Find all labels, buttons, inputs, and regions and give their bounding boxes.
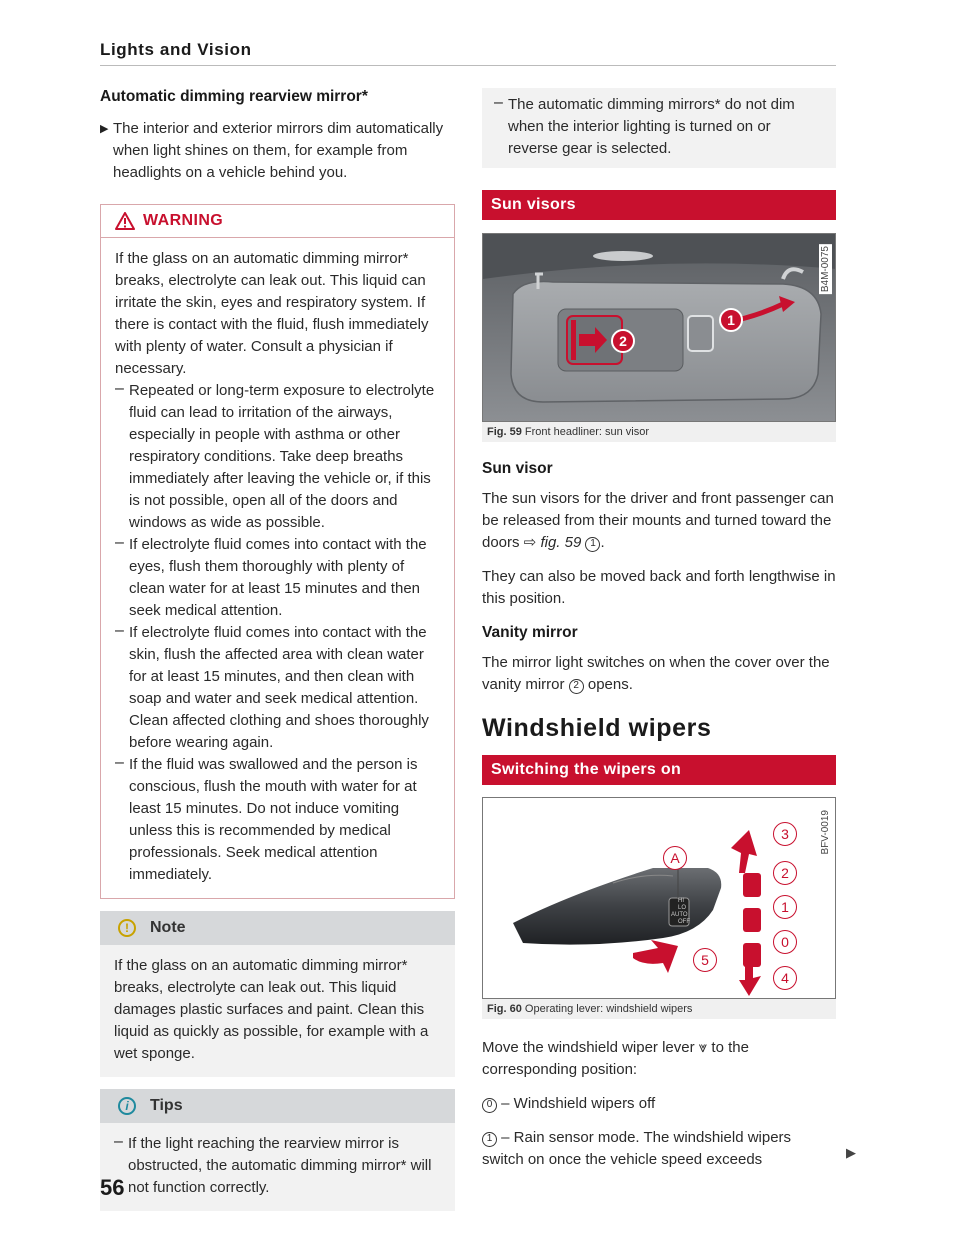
- sun-visor-paragraph: The sun visors for the driver and front passenger can be released from their mounts and turned toward the doors ⇨ fig. 59 1 .: [482, 490, 834, 551]
- note-text: If the glass on an automatic dimming mirror* breaks, electrolyte can leak out. This liquid damages plastic surfaces and paint. Clean this liquid as quickly as possible, for example with a wet sponge.: [114, 957, 429, 1062]
- tips-label: Tips: [150, 1097, 183, 1114]
- fig60-caption: Fig. 60 Operating lever: windshield wipers: [482, 999, 836, 1019]
- note-header: [100, 911, 455, 945]
- warning-item: – Repeated or long-term exposure to electrolyte fluid can lead to irritation of the airways, especially in people with asthma or other respiratory conditions. Take deep breaths immediately after leaving the vehicle or, if this is not possible, open all of the doors and windows as wide as possible.: [115, 380, 435, 531]
- note-body: [100, 945, 455, 1077]
- mirror-dim-note: – The automatic dimming mirrors* do not dim when the interior lighting is turned on or reverse gear is selected.: [482, 88, 836, 168]
- sun-visor-figure: [482, 233, 836, 422]
- wipers-heading: Windshield wipers: [482, 714, 712, 742]
- svg-text:OFF: OFF: [678, 919, 690, 925]
- continued-arrow-icon: ▶: [846, 1145, 856, 1160]
- callout-0: 0: [773, 930, 797, 954]
- sun-visor-heading: Sun visor: [482, 460, 553, 477]
- callout-2: 2: [611, 329, 635, 353]
- vanity-heading: Vanity mirror: [482, 624, 578, 641]
- callout-2: 2: [773, 861, 797, 885]
- callout-1: 1: [773, 895, 797, 919]
- tips-body: [100, 1123, 455, 1211]
- note-label: Note: [150, 919, 186, 936]
- warning-item: – If electrolyte fluid comes into contact with the skin, flush the affected area with clean water for at least 15 minutes, and then clean with soap and water and seek medical attention. Clean affected clothing and shoes thoroughly before wearing again.: [115, 622, 429, 751]
- position-1-item: 1 – Rain sensor mode. The windshield wipers switch on once the vehicle speed exceeds: [482, 1129, 792, 1168]
- warning-triangle-icon: [115, 212, 135, 230]
- header-divider: [100, 65, 836, 66]
- mirror-heading: Automatic dimming rearview mirror*: [100, 88, 368, 105]
- warning-header: [101, 205, 454, 238]
- left-column: [100, 88, 455, 1211]
- bullet-arrow-icon: ▶: [100, 123, 109, 135]
- svg-text:HI: HI: [678, 898, 684, 904]
- callout-5: 5: [693, 948, 717, 972]
- sun-visor-illustration: [483, 234, 836, 421]
- vanity-paragraph: The mirror light switches on when the cover over the vanity mirror 2 opens.: [482, 654, 830, 693]
- tips-header: [100, 1089, 455, 1123]
- right-column: [482, 88, 836, 1171]
- info-icon: i: [118, 1097, 136, 1115]
- warning-label: WARNING: [143, 212, 224, 229]
- sun-visor-paragraph-2: They can also be moved back and forth lengthwise in this position.: [482, 568, 836, 607]
- fig-reference-link[interactable]: ⇨ fig. 59: [523, 534, 582, 551]
- switching-wipers-bar: Switching the wipers on: [482, 755, 836, 785]
- position-0-item: 0 – Windshield wipers off: [482, 1093, 836, 1115]
- svg-text:LO: LO: [678, 905, 687, 911]
- tips-box: [100, 1089, 455, 1211]
- callout-A: A: [663, 846, 687, 870]
- sun-visors-bar: Sun visors: [482, 190, 836, 220]
- callout-3: 3: [773, 822, 797, 846]
- warning-body: [101, 238, 454, 898]
- callout-1: 1: [719, 308, 743, 332]
- note-box: [100, 911, 455, 1077]
- mirror-dim-text: The automatic dimming mirrors* do not dim when the interior lighting is turned on or reverse gear is selected.: [508, 96, 795, 157]
- warning-item: – If electrolyte fluid comes into contact with the eyes, flush them thoroughly with plenty of clean water for at least 15 minutes and then seek medical attention.: [115, 534, 427, 619]
- figure-code: B4M-0075: [820, 246, 831, 293]
- warning-intro: If the glass on an automatic dimming mirror* breaks, electrolyte can leak out. This liquid can irritate the skin, eyes and respiratory system. If there is contact with the fluid, flush immediately with plenty of water. Consult a physician if necessary.: [115, 250, 429, 377]
- callout-4: 4: [773, 966, 797, 990]
- mirror-bullet-text: The interior and exterior mirrors dim automatically when light shines on them, for example from headlights on a vehicle behind you.: [113, 120, 444, 181]
- chapter-title: Lights and Vision: [100, 40, 252, 59]
- svg-text:AUTO: AUTO: [671, 912, 688, 918]
- mirror-bullet: [100, 118, 455, 184]
- page-number: 56: [100, 1175, 125, 1200]
- warning-item: – If the fluid was swallowed and the person is conscious, flush the mouth with water for at least 15 minutes. Do not induce vomiting unless this is recommended by medical professionals. Seek medical attention immediately.: [115, 754, 418, 883]
- figure-code: BFV-0019: [820, 810, 831, 855]
- warning-box: [100, 204, 455, 899]
- tips-item: – If the light reaching the rearview mirror is obstructed, the automatic dimming mirror* will not function correctly.: [114, 1133, 432, 1196]
- move-lever-paragraph: Move the windshield wiper lever ⩔ to the corresponding position:: [482, 1039, 749, 1078]
- fig59-caption: Fig. 59 Front headliner: sun visor: [482, 422, 836, 442]
- wiper-lever-figure: [482, 797, 836, 999]
- exclamation-icon: !: [118, 919, 136, 937]
